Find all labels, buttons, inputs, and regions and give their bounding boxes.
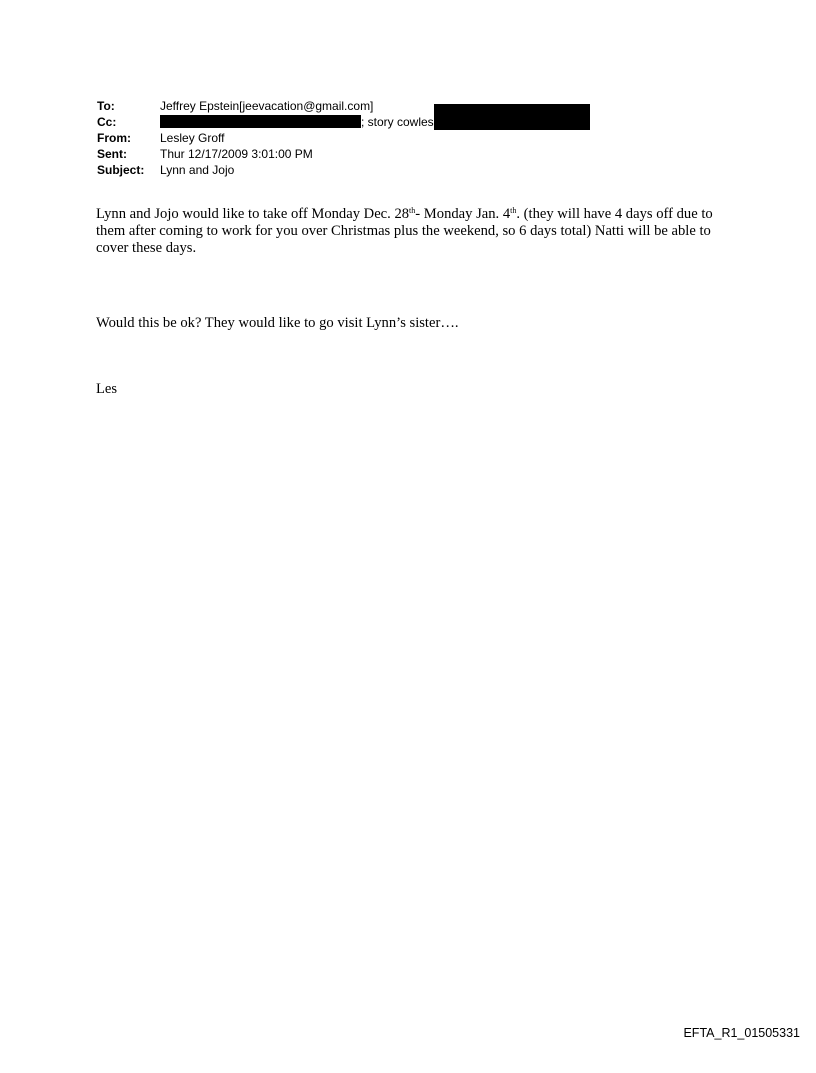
from-label: From: xyxy=(97,131,131,145)
subject-value: Lynn and Jojo xyxy=(160,163,235,177)
cc-visible-text: ; story cowles xyxy=(361,115,434,129)
subject-label: Subject: xyxy=(97,163,145,177)
body-paragraph-1 xyxy=(96,206,736,257)
ordinal-suffix: th xyxy=(409,206,416,215)
cc-row xyxy=(97,114,590,130)
body-paragraph-2: Would this be ok? They would like to go visit Lynn’s sister…. xyxy=(96,315,459,331)
sent-row xyxy=(97,146,590,162)
from-value: Lesley Groff xyxy=(160,131,225,145)
to-label: To: xyxy=(97,99,115,113)
cc-value xyxy=(160,114,590,130)
email-header xyxy=(97,98,590,178)
document-id: EFTA_R1_01505331 xyxy=(683,1026,800,1040)
to-value: Jeffrey Epstein[jeevacation@gmail.com] xyxy=(160,99,374,113)
from-row xyxy=(97,130,590,146)
ordinal-suffix: th xyxy=(510,206,517,215)
sent-value: Thur 12/17/2009 3:01:00 PM xyxy=(160,147,313,161)
subject-row xyxy=(97,162,590,178)
sent-label: Sent: xyxy=(97,147,127,161)
signature: Les xyxy=(96,381,118,397)
body-text-segment: - Monday Jan. 4 xyxy=(415,206,511,222)
cc-label: Cc: xyxy=(97,115,117,129)
email-body xyxy=(96,206,736,397)
body-text-segment: Lynn and Jojo would like to take off Monday Dec. 28 xyxy=(96,206,410,222)
redaction-block xyxy=(434,104,590,130)
redaction-block xyxy=(160,115,361,128)
body-text-segment: . (they will have 4 days off due to them after coming to work for you over Christmas plus the weekend, so 6 days total) Natti will be able to cover these days. xyxy=(96,206,713,256)
